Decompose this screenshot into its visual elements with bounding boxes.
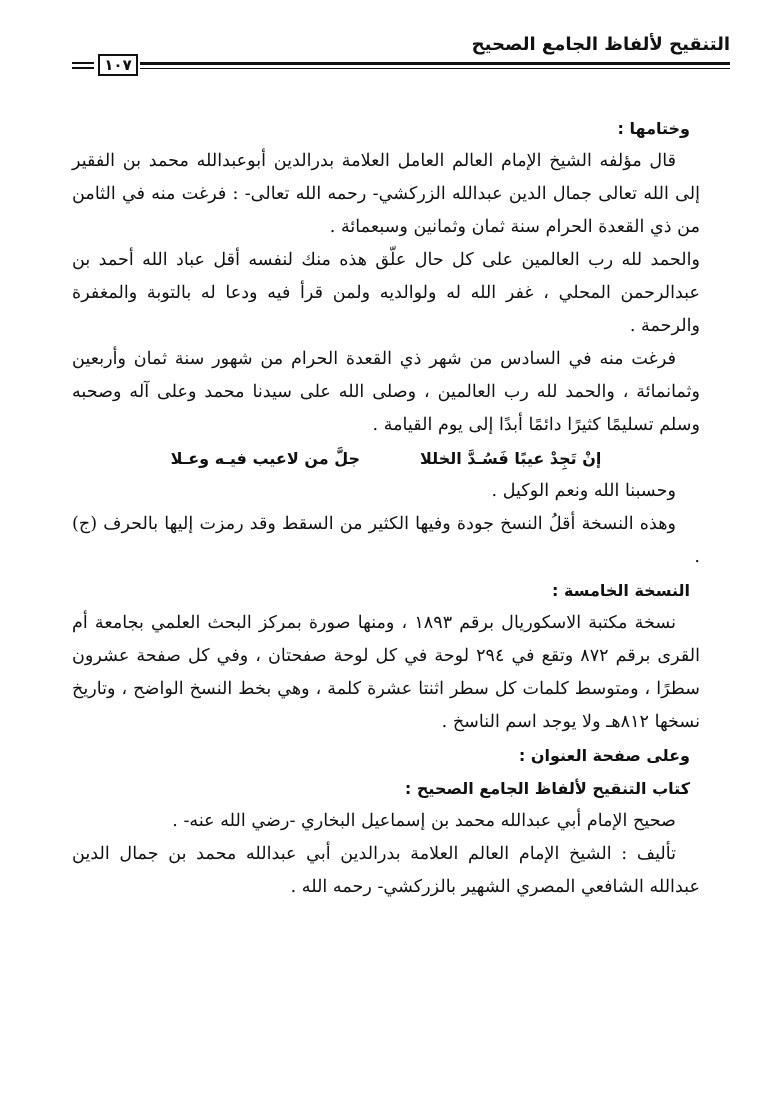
paragraph: فرغت منه في السادس من شهر ذي القعدة الحرام من شهور سنة ثمان وأربعين وثمانمائة ، والحمد لله رب العالمين ، وصلى الله على سيدنا محمد وعلى آله وصحبه وسلم تسليمًا كثيرًا دائمًا أبدًا إلى يوم القيامة .: [72, 349, 700, 435]
header-rule-thin: [140, 68, 730, 69]
section-heading-colophon: وختامها :: [617, 119, 690, 138]
paragraph: وحسبنا الله ونعم الوكيل .: [491, 481, 676, 501]
running-title: التنقيح لألفاظ الجامع الصحيح: [471, 34, 730, 55]
page-number: ١٠٧: [98, 54, 138, 76]
poetry-verse: [72, 442, 700, 475]
verse-hemistich-second: جلَّ من لاعيب فيـه وعـلا: [170, 449, 361, 468]
header-rule-thick: [140, 62, 730, 65]
section-heading-title-page: وعلى صفحة العنوان :: [518, 746, 690, 765]
verse-hemistich-first: إنْ تَجِدْ عيبًا فَسُـدَّ الخللا: [420, 449, 602, 468]
section-heading-fifth-copy: النسخة الخامسة :: [552, 581, 690, 600]
page-number-dashes: [72, 62, 94, 70]
paragraph: والحمد لله رب العالمين على كل حال علّق هذه منك لنفسه أقل عباد الله أحمد بن عبدالرحمن المحلي ، غفر الله له ولوالديه ولمن قرأ فيه ودعا له بالتوبة والمغفرة والرحمة .: [72, 250, 700, 336]
paragraph: قال مؤلفه الشيخ الإمام العالم العامل العلامة بدرالدين أبوعبدالله محمد بن الفقير إلى الله تعالى جمال الدين عبدالله الزركشي- رحمه الله تعالى- : فرغت منه في الثامن من ذي القعدة الحرام سنة ثمان وثمانين وسبعمائة .: [72, 151, 700, 237]
page-header: [60, 28, 730, 80]
paragraph: صحيح الإمام أبي عبدالله محمد بن إسماعيل البخاري -رضي الله عنه- .: [172, 811, 676, 831]
paragraph: وهذه النسخة أقلُ النسخ جودة وفيها الكثير من السقط وقد رمزت إليها بالحرف (ج) .: [72, 514, 700, 567]
paragraph: تأليف : الشيخ الإمام العالم العلامة بدرالدين أبي عبدالله محمد بن جمال الدين عبدالله الشافعي المصري الشهير بالزركشي- رحمه الله .: [72, 844, 700, 897]
section-heading-book-title: كتاب التنقيح لألفاظ الجامع الصحيح :: [404, 779, 690, 798]
paragraph: نسخة مكتبة الاسكوريال برقم ١٨٩٣ ، ومنها صورة بمركز البحث العلمي بجامعة أم القرى برقم ٨٧٢ وتقع في ٢٩٤ لوحة في كل لوحة صفحتان ، وفي كل صفحة عشرون سطرًا ، ومتوسط كلمات كل سطر اثنتا عشرة كلمة ، وهي بخط النسخ الواضح ، وتاريخ نسخها ٨١٢هـ ولا يوجد اسم الناسخ .: [72, 613, 700, 732]
page-body: [72, 112, 700, 904]
